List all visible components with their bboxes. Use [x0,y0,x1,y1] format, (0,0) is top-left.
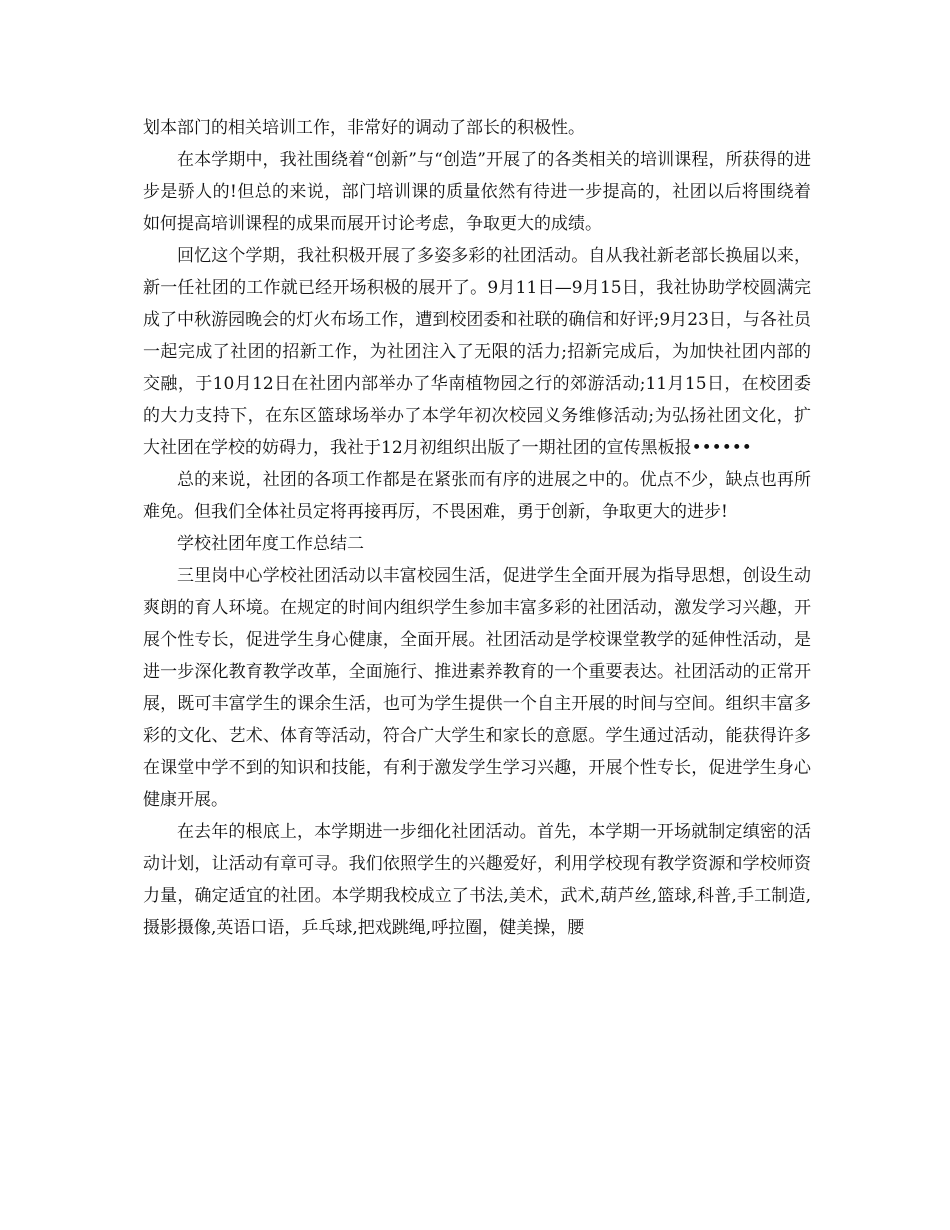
paragraph-summary: 总的来说，社团的各项工作都是在紧张而有序的进展之中的。优点不少，缺点也再所难免。但我们全体社员定将再接再厉，不畏困难，勇于创新，争取更大的进步! [143,470,811,522]
paragraph-guiding-idea: 三里岗中心学校社团活动以丰富校园生活，促进学生全面开展为指导思想，创设生动爽朗的育人环境。在规定的时间内组织学生参加丰富多彩的社团活动，激发学习兴趣，开展个性专长，促进学生身心健康，全面开展。社团活动是学校课堂教学的延伸性活动，是进一步深化教育教学改革，全面施行、推进素养教育的一个重要表达。社团活动的正常开展，既可丰富学生的课余生活，也可为学生提供一个自主开展的时间与空间。组织丰富多彩的文化、艺术、体育等活动，符合广大学生和家长的意愿。学生通过活动，能获得许多在课堂中学不到的知识和技能，有利于激发学生学习兴趣，开展个性专长，促进学生身心健康开展。 [143,566,811,810]
document-page [143,112,811,944]
paragraph-clubs: 在去年的根底上，本学期进一步细化社团活动。首先，本学期一开场就制定缜密的活动计划，让活动有章可寻。我们依照学生的兴趣爱好，利用学校现有教学资源和学校师资力量，确定适宜的社团。本学期我校成立了书法,美术，武术,葫芦丝,篮球,科普,手工制造,摄影摄像,英语口语，乒乓球,把戏跳绳,呼拉圈，健美操，腰 [143,822,811,938]
paragraph-training: 在本学期中，我社围绕着“创新”与“创造”开展了的各类相关的培训课程，所获得的进步是骄人的!但总的来说，部门培训课的质量依然有待进一步提高的，社团以后将围绕着如何提高培训课程的成果而展开讨论考虑，争取更大的成绩。 [143,150,811,234]
paragraph-activities: 回忆这个学期，我社积极开展了多姿多彩的社团活动。自从我社新老部长换届以来，新一任社团的工作就已经开场积极的展开了。9月11日—9月15日，我社协助学校圆满完成了中秋游园晚会的灯火布场工作，遭到校团委和社联的确信和好评;9月23日，与各社员一起完成了社团的招新工作，为社团注入了无限的活力;招新完成后，为加快社团内部的交融，于10月12日在社团内部举办了华南植物园之行的郊游活动;11月15日，在校团委的大力支持下，在东区篮球场举办了本学年初次校园义务维修活动;为弘扬社团文化，扩大社团在学校的妨碍力，我社于12月初组织出版了一期社团的宣传黑板报•••••• [143,246,811,458]
section-heading: 学校社团年度工作总结二 [177,534,364,554]
paragraph-continuation: 划本部门的相关培训工作，非常好的调动了部长的积极性。 [143,118,585,138]
